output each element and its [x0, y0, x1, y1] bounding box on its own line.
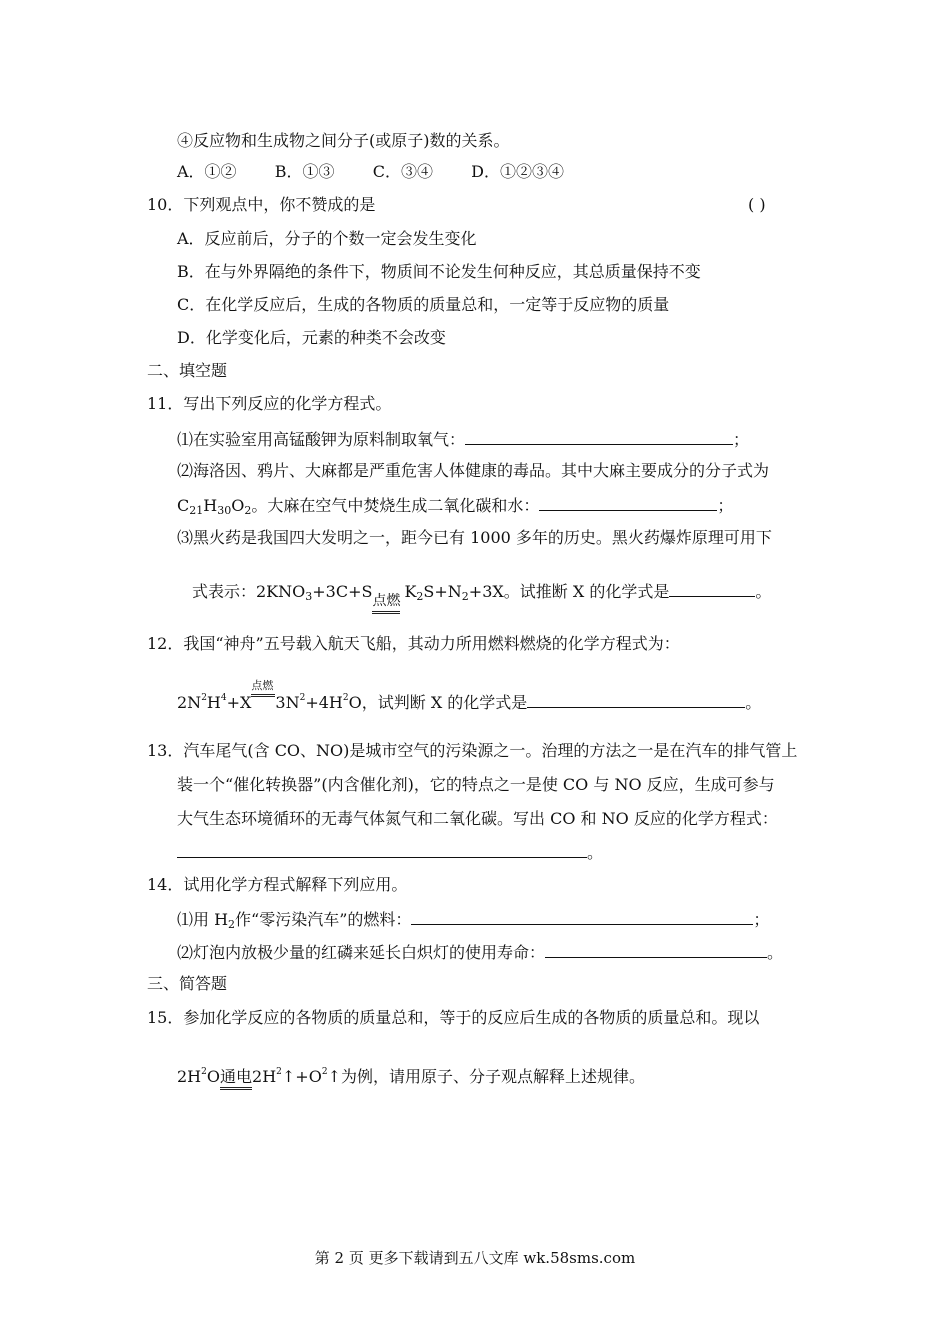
q15-equation	[177, 1062, 645, 1090]
q10-answer-paren: ( )	[748, 195, 766, 214]
equation-part: +3X。试推断 X 的化学式是	[468, 582, 670, 601]
q9-options	[177, 162, 564, 182]
q13-answer	[177, 841, 603, 863]
equation-part: +3C+S	[312, 582, 373, 601]
q10-option-b: B．在与外界隔绝的条件下，物质间不论发生何种反应，其总质量保持不变	[177, 262, 701, 281]
reaction-condition-ignite	[251, 679, 275, 708]
period: 。	[587, 843, 604, 862]
equation-part: ↑+O	[281, 1067, 322, 1086]
formula-index: 2	[299, 693, 306, 703]
equation-part: K	[404, 582, 417, 601]
q11-part3-line1: ⑶黑火药是我国四大发明之一，距今已有 1000 多年的历史。黑火药爆炸原理可用下	[177, 528, 772, 547]
q11-part3-line2	[192, 580, 771, 607]
q11-part1	[177, 428, 749, 450]
q9-option-a: A．①②	[177, 162, 237, 181]
q14-part1-text: ⑴用 H	[177, 910, 229, 929]
q10-stem: 10．下列观点中，你不赞成的是	[147, 195, 376, 214]
page-footer: 第 2 页 更多下载请到五八文库 wk.58sms.com	[314, 1249, 636, 1267]
q9-item4: ④反应物和生成物之间分子(或原子)数的关系。	[177, 131, 510, 150]
q13-answer-blank[interactable]	[177, 841, 587, 858]
q10-option-a: A．反应前后，分子的个数一定会发生变化	[177, 229, 477, 248]
equation-part: ↑为例，请用原子、分子观点解释上述规律。	[327, 1067, 645, 1086]
period: 。	[745, 693, 762, 712]
reaction-condition-ignite	[372, 582, 401, 609]
q11-part1-answer-blank[interactable]	[465, 428, 733, 445]
formula-sub: 21	[189, 504, 204, 517]
equation-part: 2H	[252, 1067, 277, 1086]
formula-index: 2	[201, 1067, 207, 1077]
equation-part: H	[206, 693, 221, 712]
q11-part2-line1: ⑵海洛因、鸦片、大麻都是严重危害人体健康的毒品。其中大麻主要成分的分子式为	[177, 461, 770, 480]
formula-index: 2	[201, 693, 207, 703]
period: 。	[755, 582, 772, 601]
section-fill-in-title: 二、填空题	[147, 361, 228, 380]
q14-part2-text: ⑵灯泡内放极少量的红磷来延长白炽灯的使用寿命：	[177, 943, 546, 962]
formula-sub: 2	[416, 590, 424, 603]
q11-part1-text: ⑴在实验室用高锰酸钾为原料制取氧气：	[177, 430, 466, 449]
q14-part2-answer-blank[interactable]	[545, 941, 767, 958]
q9-option-b: B．①③	[274, 162, 335, 181]
q11-part3-answer-blank[interactable]	[669, 580, 755, 597]
condition-text: 点燃	[251, 679, 274, 692]
equation-part: S+N	[423, 582, 462, 601]
equation-part: 2N	[177, 693, 202, 712]
q13-line2: 装一个“催化转换器”(内含催化剂)，它的特点之一是使 CO 与 NO 反应，生成可参与	[177, 775, 775, 794]
condition-text: 点燃	[372, 591, 400, 614]
formula-index: 2	[321, 1067, 328, 1077]
formula-sub: 3	[305, 590, 313, 603]
q11-part2-semicolon: ；	[717, 496, 734, 515]
q11-part2-answer-blank[interactable]	[539, 494, 717, 511]
formula-sub: 2	[461, 590, 469, 603]
q12-equation	[177, 679, 762, 713]
formula-o: O	[231, 496, 245, 515]
equation-part: 式表示：2KNO	[192, 582, 306, 601]
reaction-condition-electrolysis	[220, 1067, 252, 1090]
q13-line1: 13．汽车尾气(含 CO、NO)是城市空气的污染源之一。治理的方法之一是在汽车的排气管上	[147, 741, 798, 760]
formula-h: H	[203, 496, 218, 515]
q11-stem: 11．写出下列反应的化学方程式。	[147, 394, 392, 413]
q14-part1	[177, 908, 769, 935]
equation-part: 2H	[177, 1067, 202, 1086]
q10-option-c: C．在化学反应后，生成的各物质的质量总和，一定等于反应物的质量	[177, 295, 670, 314]
q9-option-d: D．①②③④	[471, 162, 564, 181]
q12-stem: 12．我国“神舟”五号载入航天飞船，其动力所用燃料燃烧的化学方程式为：	[147, 634, 680, 653]
q11-part1-semicolon: ；	[733, 430, 750, 449]
q9-option-c: C．③④	[372, 162, 433, 181]
formula-index: 2	[276, 1067, 282, 1077]
q15-line1: 15．参加化学反应的各物质的质量总和，等于的反应后生成的各物质的质量总和。现以	[147, 1008, 760, 1027]
equation-part: +4H	[305, 693, 343, 712]
condition-text: 通电	[220, 1067, 252, 1090]
equation-part: O，试判断 X 的化学式是	[348, 693, 528, 712]
equation-part: O	[206, 1067, 220, 1086]
period: 。	[767, 943, 784, 962]
q13-line3: 大气生态环境循环的无毒气体氮气和二氧化碳。写出 CO 和 NO 反应的化学方程式：	[177, 809, 778, 828]
q14-part2	[177, 941, 783, 963]
formula-index: 2	[342, 693, 349, 703]
formula-c: C	[177, 496, 190, 515]
q14-part1-answer-blank[interactable]	[411, 908, 753, 925]
equation-part: +X	[226, 693, 252, 712]
q11-part2-line2	[177, 494, 733, 521]
q12-answer-blank[interactable]	[527, 691, 745, 708]
section-short-answer-title: 三、简答题	[147, 974, 228, 993]
equation-part: 3N	[275, 693, 300, 712]
q10-option-d: D．化学变化后，元素的种类不会改变	[177, 328, 446, 347]
formula-sub: 30	[217, 504, 232, 517]
q14-stem: 14．试用化学方程式解释下列应用。	[147, 875, 408, 894]
semicolon: ；	[753, 910, 770, 929]
formula-sub: 2	[244, 504, 252, 517]
q11-part2-text: 。大麻在空气中焚烧生成二氧化碳和水：	[251, 496, 540, 515]
formula-index: 4	[220, 693, 227, 703]
q14-part1-text: 作“零污染汽车”的燃料：	[235, 910, 412, 929]
formula-sub: 2	[228, 918, 236, 931]
